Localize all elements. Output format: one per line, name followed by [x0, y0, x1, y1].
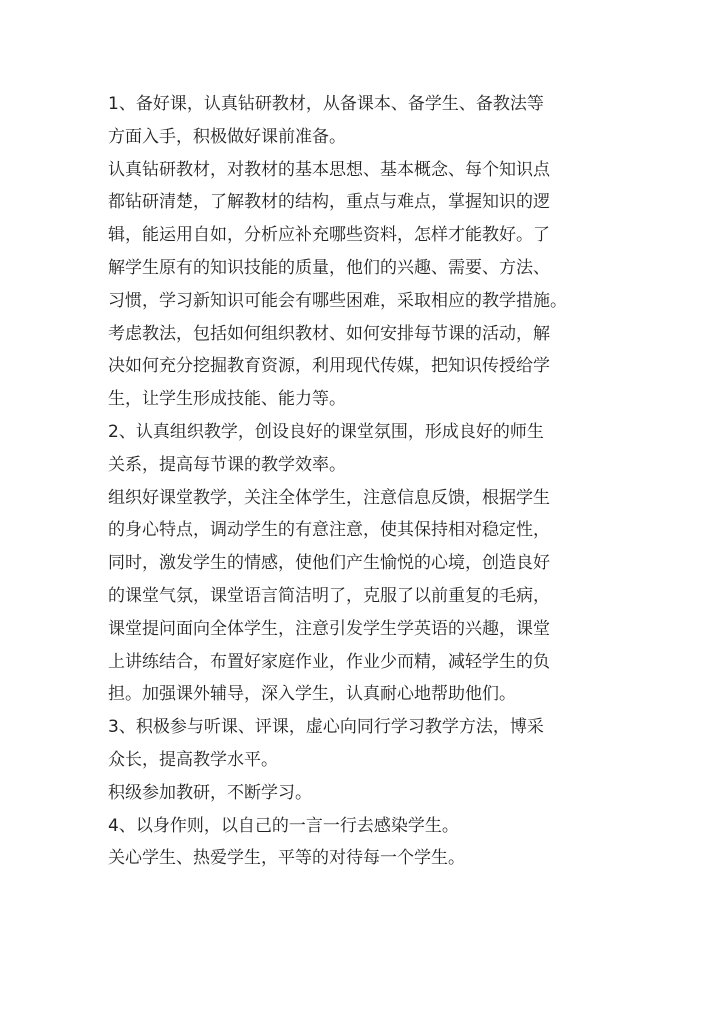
text-line: 担。加强课外辅导，深入学生，认真耐心地帮助他们。: [108, 684, 516, 705]
text-line: 积级参加教研，不断学习。: [108, 782, 312, 803]
text-line: 生，让学生形成技能、能力等。: [108, 389, 346, 410]
text-line: 3、积极参与听课、评课，虚心向同行学习教学方法，博采: [108, 717, 544, 738]
text-line: 决如何充分挖掘教育资源，利用现代传媒，把知识传授给学: [108, 356, 550, 377]
text-line: 同时，激发学生的情感，使他们产生愉悦的心境，创造良好: [108, 553, 550, 574]
text-line: 关心学生、热爱学生，平等的对待每一个学生。: [108, 848, 465, 869]
text-line: 方面入手，积极做好课前准备。: [108, 126, 346, 147]
text-line: 考虑教法，包括如何组织教材、如何安排每节课的活动，解: [108, 323, 550, 344]
text-line: 解学生原有的知识技能的质量，他们的兴趣、需要、方法、: [108, 257, 550, 278]
text-line: 课堂提问面向全体学生，注意引发学生学英语的兴趣，课堂: [108, 618, 550, 639]
text-line: 的身心特点，调动学生的有意注意，使其保持相对稳定性，: [108, 520, 550, 541]
text-line: 1、备好课，认真钻研教材，从备课本、备学生、备教法等: [108, 94, 544, 114]
document-body: [108, 88, 628, 875]
text-line: 的课堂气氛，课堂语言简洁明了，克服了以前重复的毛病，: [108, 585, 550, 606]
text-line: 都钻研清楚，了解教材的结构，重点与难点，掌握知识的逻: [108, 192, 550, 213]
text-line: 4、以身作则，以自己的一言一行去感染学生。: [108, 815, 459, 836]
text-line: 辑，能运用自如，分析应补充哪些资料，怎样才能教好。了: [108, 225, 550, 246]
text-line: 上讲练结合，布置好家庭作业，作业少而精，减轻学生的负: [108, 651, 550, 672]
text-line: 组织好课堂教学，关注全体学生，注意信息反馈，根据学生: [108, 487, 550, 508]
text-line: 关系，提高每节课的教学效率。: [108, 454, 346, 475]
text-line: 习惯，学习新知识可能会有哪些困难，采取相应的教学措施。: [108, 290, 567, 311]
text-line: 众长，提高教学水平。: [108, 749, 278, 770]
text-line: 2、认真组织教学，创设良好的课堂氛围，形成良好的师生: [108, 421, 544, 442]
text-line: 认真钻研教材，对教材的基本思想、基本概念、每个知识点: [108, 159, 550, 180]
